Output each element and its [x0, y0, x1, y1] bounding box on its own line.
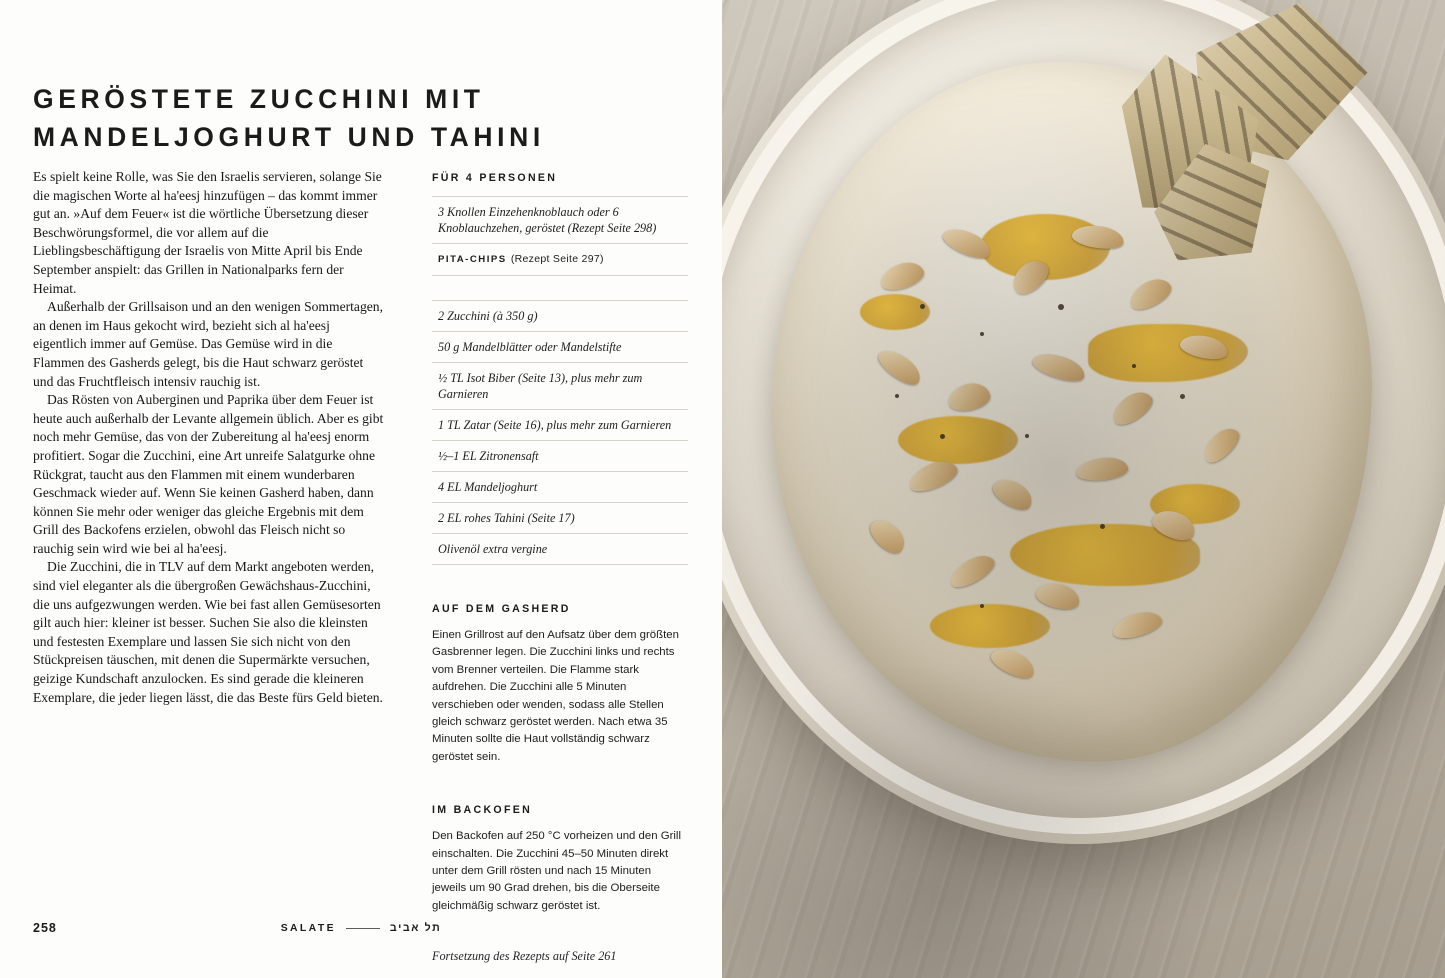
ingredient-item: 3 Knollen Einzehenknoblauch oder 6 Knoblauchzehen, geröstet (Rezept Seite 298) — [432, 197, 688, 244]
continuation-note: Fortsetzung des Rezepts auf Seite 261 — [432, 949, 617, 964]
ingredient-item: 1 TL Zatar (Seite 16), plus mehr zum Garnieren — [432, 410, 688, 441]
page-title: GERÖSTETE ZUCCHINI MIT MANDELJOGHURT UND TAHINI — [33, 83, 545, 152]
method-heading-oven: IM BACKOFEN — [432, 804, 533, 817]
ingredient-item: 50 g Mandelblätter oder Mandelstifte — [432, 332, 688, 363]
ingredient-item: Olivenöl extra vergine — [432, 534, 688, 565]
ingredient-item: ½ TL Isot Biber (Seite 13), plus mehr zum Garnieren — [432, 363, 688, 410]
ingredient-note: (Rezept Seite 297) — [510, 253, 604, 265]
method-text-oven: Den Backofen auf 250 °C vorheizen und den Grill einschalten. Die Zucchini 45–50 Minuten direkt unter dem Grill rösten und nach 15 Minuten jeweils um 90 Grad drehen, bis die Oberseite gleichmäßig schwarz geröstet ist. — [432, 830, 681, 912]
method-text-stove: Einen Grillrost auf den Aufsatz über dem größten Gasbrenner legen. Die Zucchini links und rechts vom Brenner verteilen. Die Flamme stark aufdrehen. Die Zucchini alle 5 Minuten verschieben oder wenden, sodass alle Stellen gleich schwarz geröstet werden. Nach etwa 35 Minuten sollte die Haut vollständig schwarz geröstet sein. — [432, 629, 679, 763]
ingredient-item: 2 Zucchini (à 350 g) — [432, 301, 688, 332]
recipe-photo — [722, 0, 1445, 978]
ingredient-item: ½–1 EL Zitronensaft — [432, 441, 688, 472]
ingredient-label: PITA-CHIPS — [438, 254, 507, 265]
ingredient-item: 2 EL rohes Tahini (Seite 17) — [432, 503, 688, 534]
footer-divider — [346, 928, 380, 929]
footer-chapter: SALATE — [280, 923, 336, 934]
page-number: 258 — [33, 921, 57, 935]
method-heading-stove: AUF DEM GASHERD — [432, 603, 571, 615]
servings-heading: FÜR 4 PERSONEN — [432, 172, 558, 184]
intro-paragraph: Es spielt keine Rolle, was Sie den Israelis servieren, solange Sie die magischen Worte al ha'eesj hinzufügen – das kommt immer gut an. »Auf dem Feuer« ist die wörtliche Übersetzung dieser Beschwörungsformel, die vor allem auf die Lieblingsbeschäftigung der Israelis von Mitte April bis Ende September anspielt: das Grillen in Nationalparks fern der Heimat. — [33, 169, 382, 296]
recipe-details — [432, 172, 688, 964]
intro-paragraph: Die Zucchini, die in TLV auf dem Markt angeboten werden, sind viel eleganter als die übergroßen Gewächshaus-Zucchini, die uns aufgezwungen werden. Wie bei fast allen Gemüsesorten gilt auch hier: kleiner ist besser. Suchen Sie also die kleinsten und festesten Exemplare und lassen Sie sich nicht von den Stückpreisen täuschen, mit denen die Supermärkte versuchen, geizige Kundschaft anzulocken. Es sind gerade die kleineren Exemplare, die jeder liegen lässt, die das Beste fürs Geld bieten. — [33, 559, 383, 705]
footer-hebrew: תל אביב — [389, 922, 442, 934]
photo-vignette — [722, 0, 1445, 978]
text-page — [0, 0, 722, 978]
ingredient-group-2 — [432, 300, 688, 565]
intro-paragraph: Das Rösten von Auberginen und Paprika über dem Feuer ist heute auch außerhalb der Levante allgemein üblich. Aber es gibt noch mehr Gemüse, das von der Zubereitung al ha'eesj enorm profitiert. Sogar die Zucchini, eine Art unreife Salatgurke ohne Rückgrat, taucht aus den Flammen mit einem wunderbaren Geschmack wieder auf. Wenn Sie keinen Gasherd haben, dann können Sie mehr oder weniger das gleiche Ergebnis mit dem Grill des Backofens erzielen, obwohl das Fleisch nicht so rauchig sein wird wie bei al ha'eesj. — [33, 392, 384, 556]
ingredient-item: 4 EL Mandeljoghurt — [432, 472, 688, 503]
footer-running-head — [0, 922, 722, 934]
ingredient-item — [432, 244, 688, 276]
ingredient-group-1 — [432, 196, 688, 276]
intro-text — [33, 168, 385, 707]
intro-paragraph: Außerhalb der Grillsaison und an den wenigen Sommertagen, an denen im Haus gekocht wird, bezieht sich al ha'eesj eigentlich immer auf Gemüse. Das Gemüse wird in die Flammen des Gasherds gelegt, bis die Haut schwarz geröstet und das Fruchtfleisch intensiv rauchig ist. — [33, 299, 383, 389]
